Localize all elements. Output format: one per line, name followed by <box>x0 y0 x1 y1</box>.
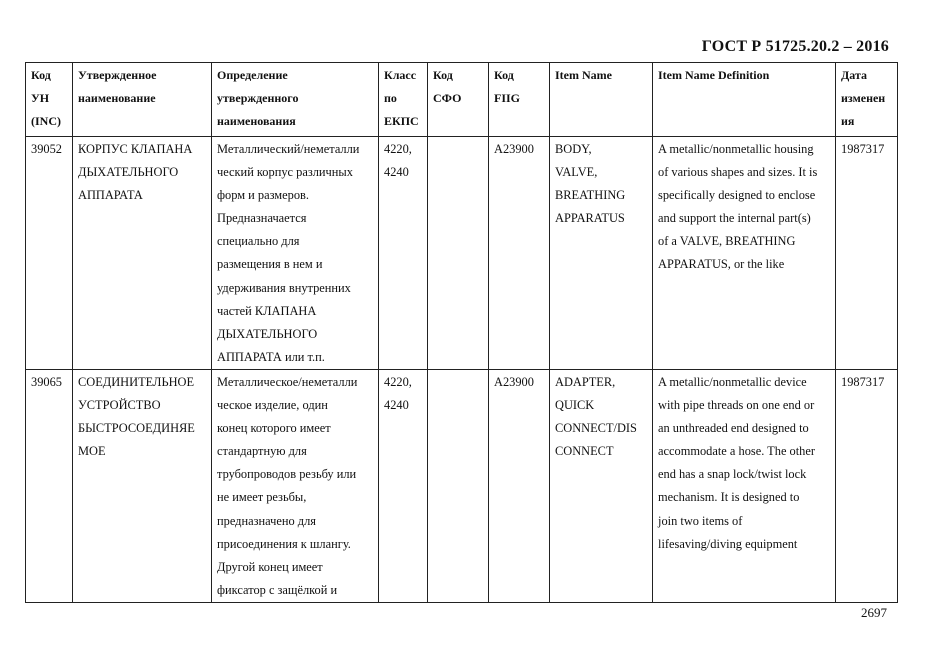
table-row <box>26 137 898 370</box>
cell-line: КОРПУС КЛАПАНА <box>78 142 193 156</box>
cell-line: фиксатор с защёлкой и <box>217 582 338 597</box>
table-row <box>26 370 898 603</box>
cell-line: АППАРАТА или т.п. <box>217 349 325 364</box>
header-fiig-code <box>489 63 550 137</box>
cell-line: СОЕДИНИТЕЛЬНОЕ <box>78 375 195 389</box>
cell-line: ческий корпус различных <box>217 165 353 180</box>
cell-line: не имеет резьбы, <box>217 490 307 505</box>
cell-line: 4220, <box>384 375 412 389</box>
cell-line: БЫСТРОСОЕДИНЯЕ <box>78 421 195 436</box>
cell-line: 1987317 <box>841 375 885 389</box>
cell-line: Код <box>433 68 453 82</box>
cell-ekps-class <box>379 137 428 370</box>
cell-line: стандартную для <box>217 444 307 459</box>
cell-line: Код <box>494 68 514 82</box>
cell-line: BODY, <box>555 142 592 156</box>
catalog-table <box>25 62 898 603</box>
cell-line: утвержденного <box>217 91 299 106</box>
page-number: 2697 <box>861 605 887 620</box>
cell-line: СФО <box>433 91 462 106</box>
header-approved-name <box>73 63 212 137</box>
header-definition <box>212 63 379 137</box>
cell-line: ЕКПС <box>384 114 419 129</box>
header-inc-code <box>26 63 73 137</box>
cell-approved-name <box>73 370 212 603</box>
cell-line: Металлическое/неметалли <box>217 375 358 389</box>
cell-line: размещения в нем и <box>217 257 323 272</box>
cell-line: end has a snap lock/twist lock <box>658 467 807 482</box>
cell-line: specifically designed to enclose <box>658 188 816 203</box>
cell-sfo-code <box>428 137 489 370</box>
cell-line: 4240 <box>384 398 409 413</box>
cell-line: VALVE, <box>555 165 598 180</box>
cell-line: A metallic/nonmetallic device <box>658 375 807 389</box>
cell-change-date <box>836 370 898 603</box>
cell-line: 4240 <box>384 165 409 180</box>
cell-line: with pipe threads on one end or <box>658 398 815 413</box>
cell-line: BREATHING <box>555 188 626 203</box>
cell-line: АППАРАТА <box>78 188 143 203</box>
cell-line: конец которого имеет <box>217 421 331 436</box>
cell-line: Item Name Definition <box>658 68 770 82</box>
cell-line: наименование <box>78 91 156 106</box>
cell-line: наименования <box>217 114 296 129</box>
cell-line: A23900 <box>494 142 534 156</box>
cell-line: APPARATUS <box>555 211 625 226</box>
cell-sfo-code <box>428 370 489 603</box>
cell-line: Металлический/неметалли <box>217 142 360 156</box>
cell-line: APPARATUS, or the like <box>658 257 785 272</box>
cell-line: изменен <box>841 91 886 106</box>
cell-line: УН <box>31 91 50 106</box>
cell-definition <box>212 137 379 370</box>
cell-line: Утвержденное <box>78 68 157 82</box>
cell-line: присоединения к шлангу. <box>217 536 351 551</box>
header-item-name-definition <box>653 63 836 137</box>
cell-line: lifesaving/diving equipment <box>658 536 798 551</box>
cell-line: A metallic/nonmetallic housing <box>658 142 814 156</box>
cell-line: mechanism. It is designed to <box>658 490 800 505</box>
cell-fiig-code <box>489 370 550 603</box>
cell-line: 39065 <box>31 375 62 389</box>
cell-line: ия <box>841 114 855 129</box>
header-sfo-code <box>428 63 489 137</box>
cell-line: join two items of <box>658 513 743 528</box>
cell-line: an unthreaded end designed to <box>658 421 809 436</box>
cell-line: (INC) <box>31 114 61 129</box>
cell-line: of a VALVE, BREATHING <box>658 234 796 249</box>
cell-line: трубопроводов резьбу или <box>217 467 357 482</box>
cell-line: CONNECT <box>555 444 614 459</box>
cell-line: Код <box>31 68 51 82</box>
cell-line: CONNECT/DIS <box>555 421 637 436</box>
cell-line: QUICK <box>555 398 595 413</box>
cell-line: по <box>384 91 397 106</box>
cell-line: accommodate a hose. The other <box>658 444 816 459</box>
standard-designation: ГОСТ Р 51725.20.2 – 2016 <box>701 38 889 55</box>
cell-line: of various shapes and sizes. It is <box>658 165 818 180</box>
cell-line: FIIG <box>494 91 521 106</box>
cell-line: ДЫХАТЕЛЬНОГО <box>78 165 179 180</box>
cell-line: Предназначается <box>217 211 307 226</box>
cell-line: форм и размеров. <box>217 188 309 203</box>
cell-line: ADAPTER, <box>555 375 616 389</box>
cell-line: Другой конец имеет <box>217 559 323 574</box>
cell-line: ческое изделие, один <box>217 398 328 413</box>
header-row <box>26 63 898 137</box>
header-item-name <box>550 63 653 137</box>
cell-line: удерживания внутренних <box>217 280 351 295</box>
cell-approved-name <box>73 137 212 370</box>
cell-line: Дата <box>841 68 867 82</box>
cell-line: МОЕ <box>78 444 106 459</box>
cell-line: A23900 <box>494 375 534 389</box>
cell-change-date <box>836 137 898 370</box>
cell-inc-code <box>26 370 73 603</box>
cell-line: 39052 <box>31 142 62 156</box>
cell-line: предназначено для <box>217 513 316 528</box>
cell-item-name <box>550 137 653 370</box>
cell-line: 4220, <box>384 142 412 156</box>
cell-line: Определение <box>217 68 288 82</box>
cell-line: Item Name <box>555 68 612 82</box>
cell-line: частей КЛАПАНА <box>217 303 317 318</box>
cell-line: ДЫХАТЕЛЬНОГО <box>217 326 318 341</box>
cell-ekps-class <box>379 370 428 603</box>
header-change-date <box>836 63 898 137</box>
cell-definition <box>212 370 379 603</box>
cell-line: and support the internal part(s) <box>658 211 811 226</box>
cell-line: 1987317 <box>841 142 885 156</box>
cell-line: Класс <box>384 68 417 82</box>
cell-item-definition <box>653 137 836 370</box>
header-ekps-class <box>379 63 428 137</box>
cell-item-name <box>550 370 653 603</box>
cell-line: УСТРОЙСТВО <box>78 398 161 413</box>
cell-inc-code <box>26 137 73 370</box>
cell-line: специально для <box>217 234 300 249</box>
cell-item-definition <box>653 370 836 603</box>
cell-fiig-code <box>489 137 550 370</box>
